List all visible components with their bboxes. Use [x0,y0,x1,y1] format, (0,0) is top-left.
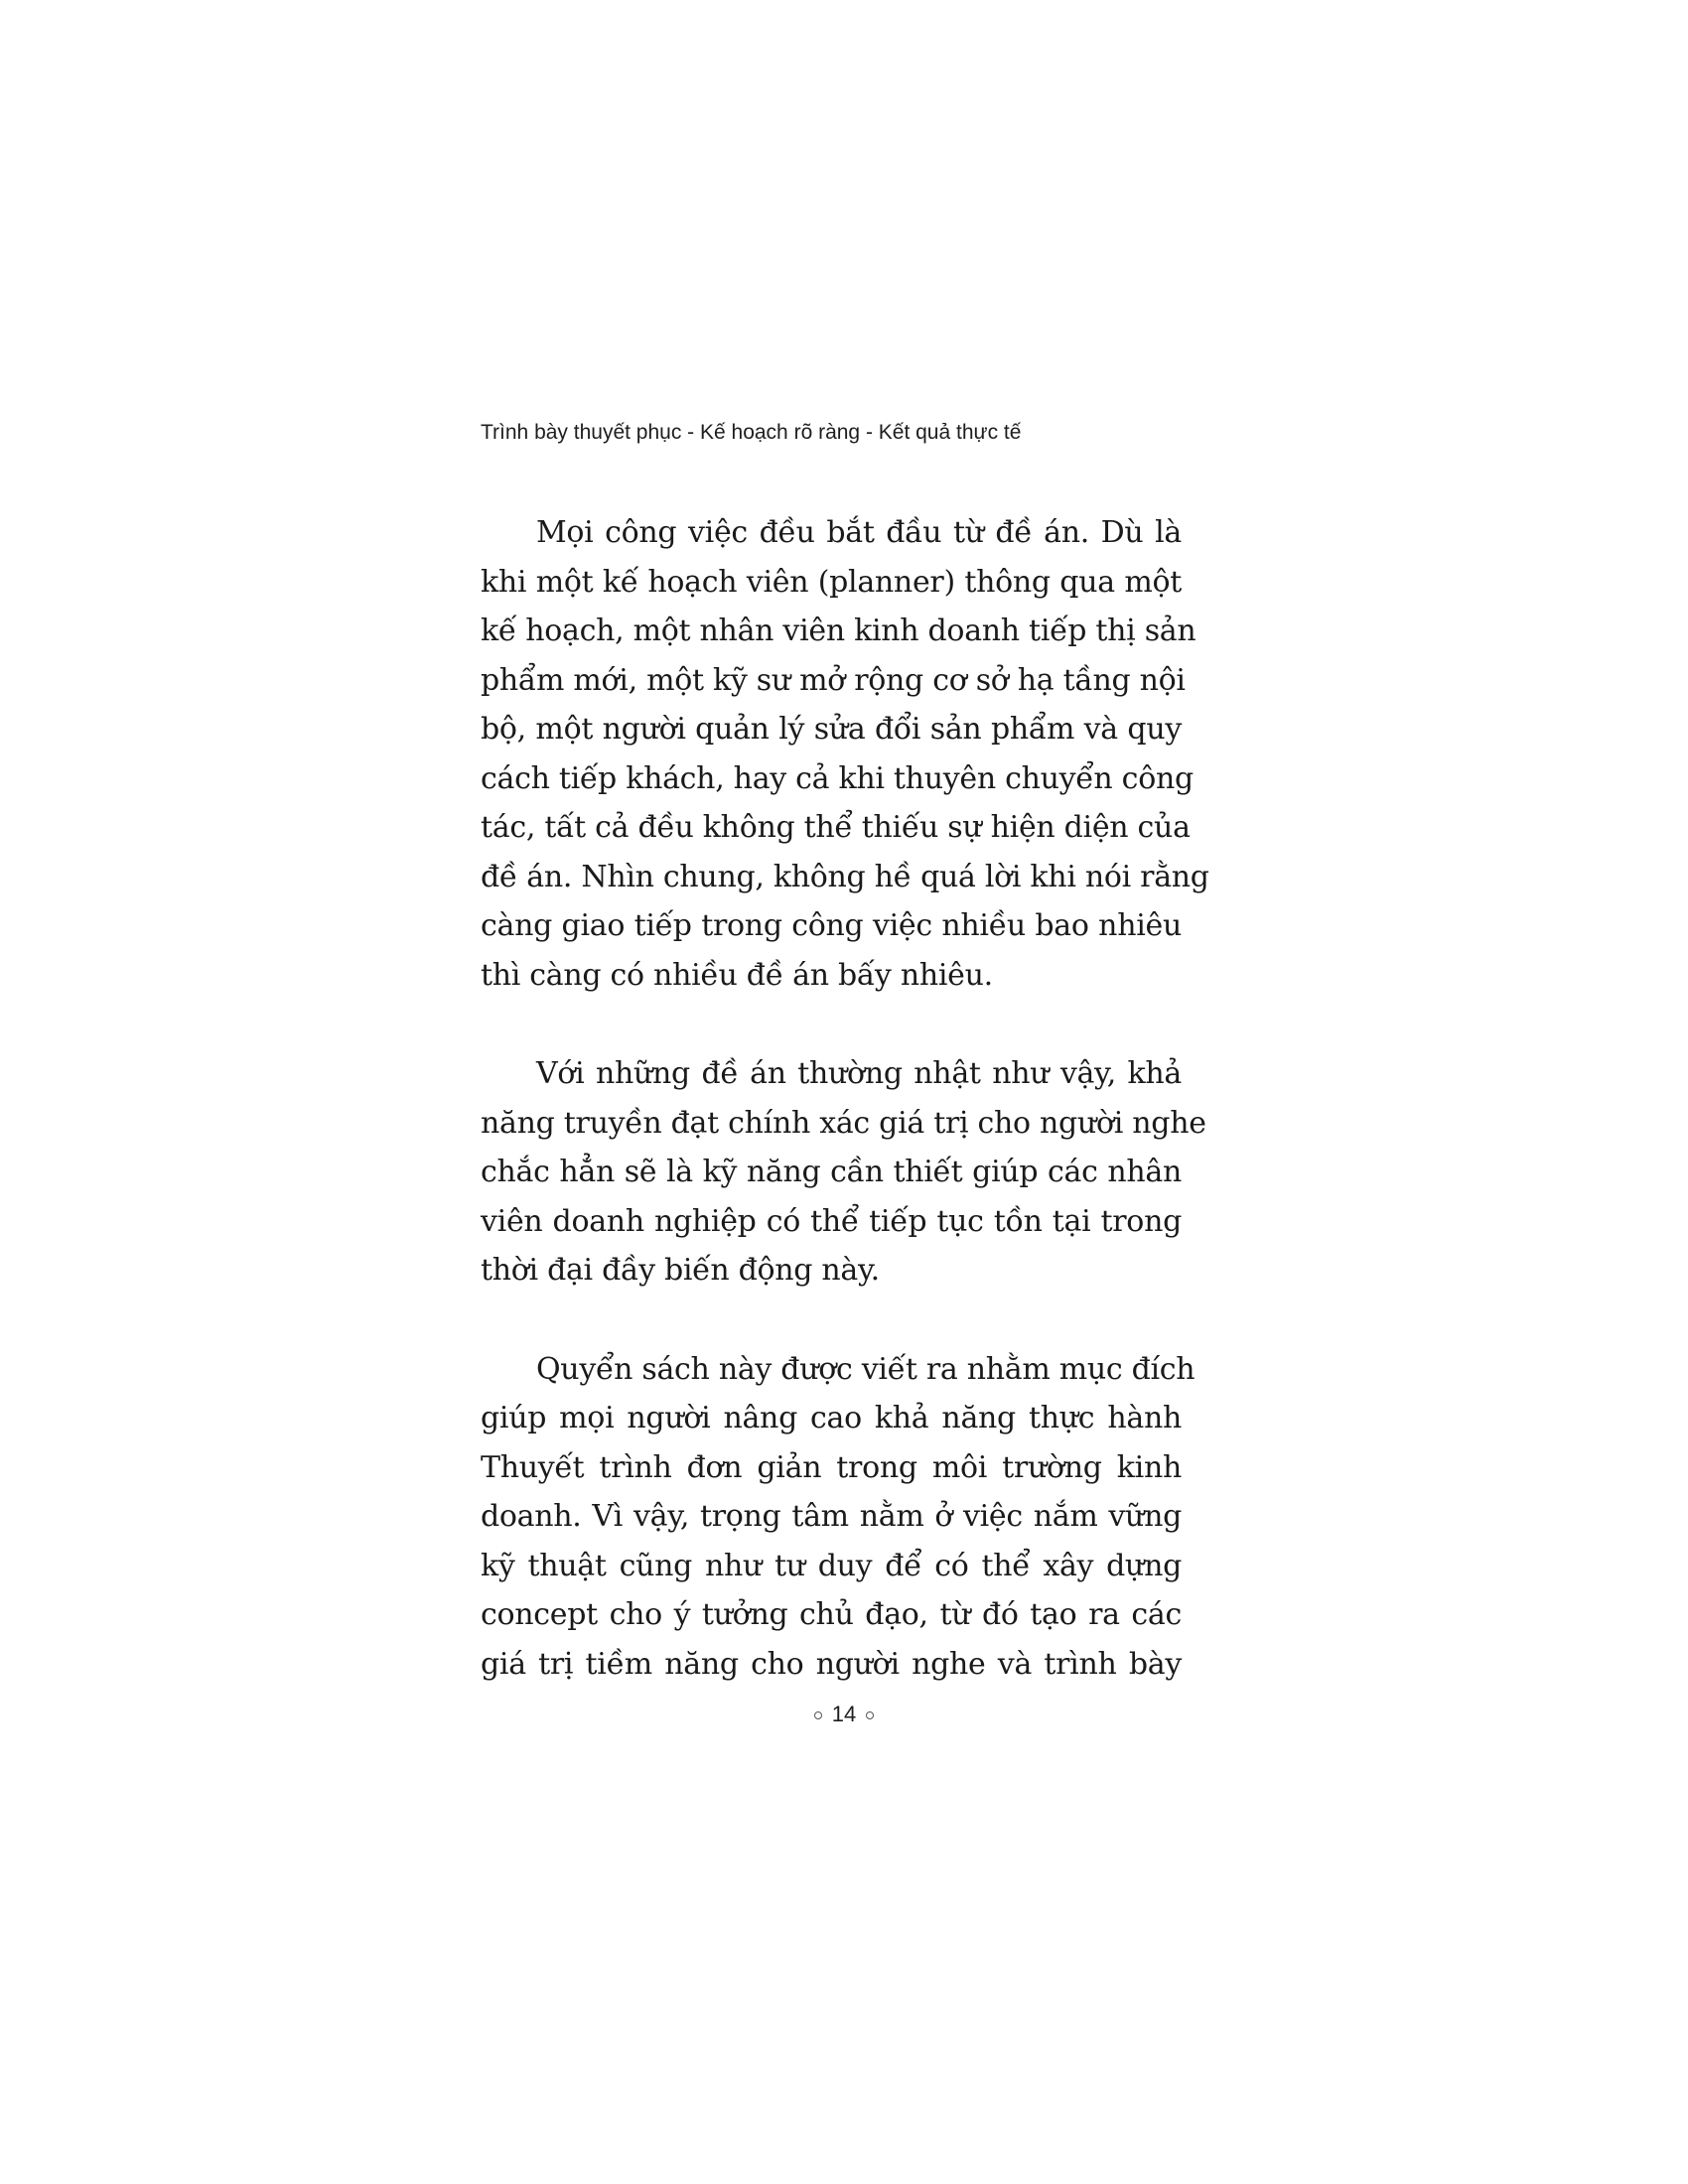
text-line: kế hoạch, một nhân viên kinh doanh tiếp thị sản [481,614,1196,648]
text-line: Quyển sách này được viết ra nhằm mục đích [536,1351,1196,1387]
text-line: đề án. Nhìn chung, không hề quá lời khi nói rằng [481,859,1209,894]
text-line: Với những đề án thường nhật như vậy, khả [536,1056,1182,1091]
bullet-dot-icon [814,1711,822,1719]
text-line: cách tiếp khách, hay cả khi thuyên chuyển công [481,760,1194,796]
text-line: Mọi công việc đều bắt đầu từ đề án. Dù là [536,515,1182,550]
text-line: bộ, một người quản lý sửa đổi sản phẩm và quy [481,712,1182,747]
text-line: doanh. Vì vậy, trọng tâm nằm ở việc nắm vững [481,1499,1182,1534]
text-line: chắc hẳn sẽ là kỹ năng cần thiết giúp các nhân [481,1155,1182,1189]
text-line: kỹ thuật cũng như tư duy để có thể xây dựng [481,1548,1182,1583]
text-line: càng giao tiếp trong công việc nhiều bao nhiêu [481,908,1182,943]
paragraph-2 [481,1049,1206,1296]
text-line: năng truyền đạt chính xác giá trị cho người nghe [481,1105,1206,1141]
paragraph-3 [481,1345,1196,1690]
text-line: giá trị tiềm năng cho người nghe và trình bày [481,1646,1182,1682]
text-line: tác, tất cả đều không thể thiếu sự hiện diện của [481,810,1191,845]
paragraph-1 [481,508,1209,1000]
body-text [481,508,1209,1738]
text-line: phẩm mới, một kỹ sư mở rộng cơ sở hạ tầng nội [481,662,1186,698]
text-line: Thuyết trình đơn giản trong môi trường kinh [481,1449,1182,1485]
text-line: giúp mọi người nâng cao khả năng thực hành [481,1401,1182,1435]
text-line: viên doanh nghiệp có thể tiếp tục tồn tại trong [481,1203,1182,1239]
text-line: thì càng có nhiều đề án bấy nhiêu. [481,957,993,993]
text-line: thời đại đầy biến động này. [481,1253,880,1288]
page-number [0,1702,1688,1727]
page-number-value: 14 [831,1702,857,1726]
running-header: Trình bày thuyết phục - Kế hoạch rõ ràng - Kết quả thực tế [481,421,1022,444]
text-line: khi một kế hoạch viên (planner) thông qua một [481,564,1182,600]
text-line: concept cho ý tưởng chủ đạo, từ đó tạo ra các [481,1597,1182,1632]
bullet-dot-icon [866,1711,874,1719]
